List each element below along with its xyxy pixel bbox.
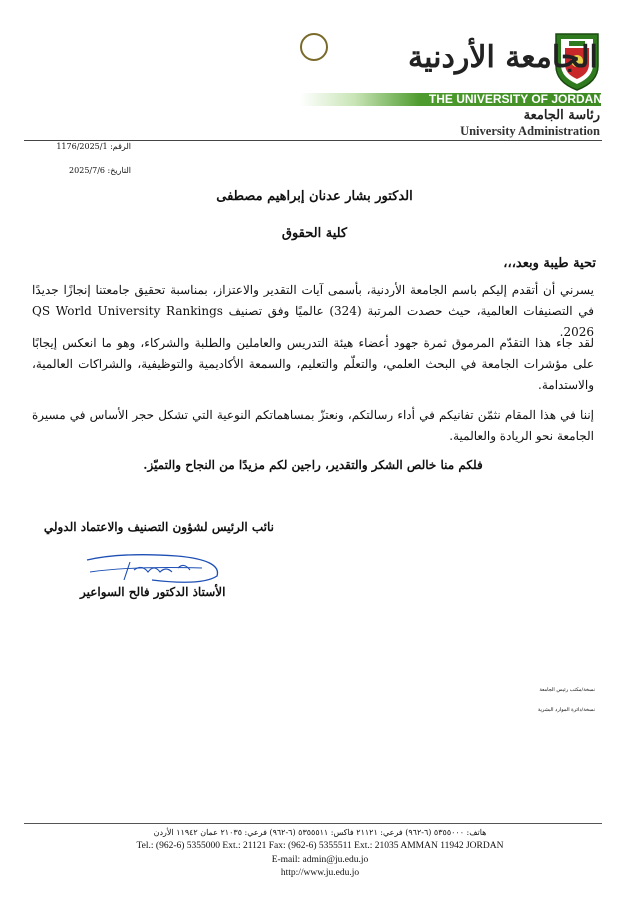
paragraph-1: يسرني أن أتقدم إليكم باسم الجامعة الأردنية، بأسمى آيات التقدير والاعتزاز، بمناسبة تحقيق جامعتنا إنجازًا جديدًا في التصنيفات العالمية، حيث حصدت المرتبة (324) عالميًا وفق تصنيف QS World University Rankings 2026. — [32, 283, 594, 339]
handwritten-signature — [82, 550, 232, 590]
footer-contact-en: Tel.: (962-6) 5355000 Ext.: 21121 Fax: (962-6) 5355511 Ext.: 21035 AMMAN 11942 JORDAN — [136, 841, 504, 851]
arabic-logotype: الجامعة الأردنية — [408, 40, 598, 75]
footer-email[interactable]: E-mail: admin@ju.edu.jo — [271, 855, 369, 865]
footer-website[interactable]: http://www.ju.edu.jo — [280, 868, 360, 878]
administration-ar: رئاسة الجامعة — [523, 108, 600, 123]
recipient-name: الدكتور بشار عدنان إبراهيم مصطفى — [216, 189, 413, 204]
cc-line-2: نسخة/دائرة الموارد البشرية — [537, 707, 595, 713]
greeting: تحية طيبة وبعد،،، — [503, 256, 596, 271]
footer-contact-ar: هاتف: ٥٣٥٥٠٠٠ (٦-٩٦٢) فرعي: ٢١١٢١ فاكس: ٥٣٥٥٥١١ (٦-٩٦٢) فرعي: ٢١٠٣٥ عمان ١١٩٤٢ الأردن — [153, 828, 487, 837]
closing-line: فلكم منا خالص الشكر والتقدير، راجين لكم مزيدًا من النجاح والتميّز. — [143, 458, 483, 472]
cc-line-1: نسخة/مكتب رئيس الجامعة — [539, 687, 595, 693]
university-name-en: THE UNIVERSITY OF JORDAN — [428, 92, 602, 106]
paragraph-3: إننا في هذا المقام نثمّن تفانيكم في أداء رسالتكم، ونعتزّ بمساهماتكم النوعية التي تشكل حجر الأساس في مسيرة الجامعة نحو الريادة والعالمية. — [32, 408, 594, 443]
administration-en: University Administration — [460, 124, 600, 138]
award-seal-icon — [300, 33, 328, 61]
signatory-title: نائب الرئيس لشؤون التصنيف والاعتماد الدولي — [43, 520, 274, 534]
reference-number: الرقم: 1176/2025/1 — [56, 142, 131, 151]
letter-date: التاريخ: 2025/7/6 — [69, 166, 131, 175]
signatory-name: الأستاذ الدكتور فالح السواعير — [80, 585, 226, 599]
header-divider — [24, 140, 602, 141]
paragraph-2: لقد جاء هذا التقدّم المرموق ثمرة جهود أعضاء هيئة التدريس والعاملين والطلبة والشركاء، وهو ما انعكس إيجابًا على مؤشرات الجامعة في البحث العلمي، والتعلّم والتعليم، والسمعة الأكاديمية والتوظيفية، والشراكات العالمية، والاستدامة. — [32, 336, 594, 392]
footer-divider — [24, 823, 602, 824]
recipient-faculty: كلية الحقوق — [281, 226, 348, 241]
